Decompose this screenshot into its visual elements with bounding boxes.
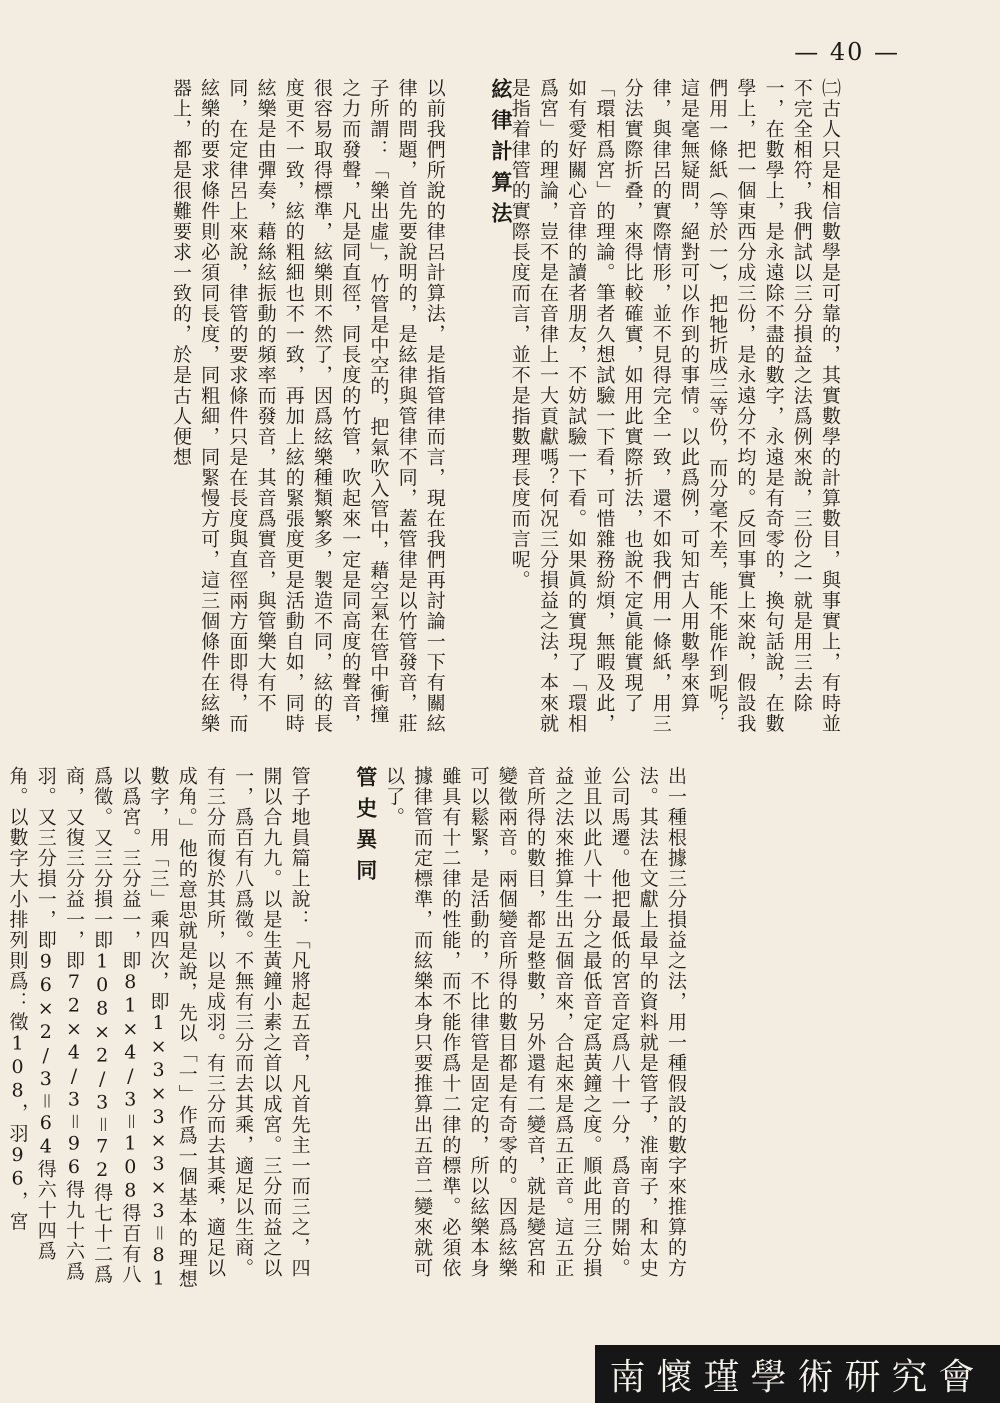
section-heading-guan-shi: 管史異同 — [353, 766, 379, 890]
paragraph-numerical-reality: ㈡古人只是相信數學是可靠的，其實數學的計算數目，與事實上，有時並不完全相符，我們試以三分損益之法爲例來說，三份之一就是用三去除一，在數學上，是永遠除不盡的數字，永遠是有奇零的，換句話說，在數學上，把一個東西分成三份，是永遠分不均的。反回事實上來說，假設我們用一條紙（等於一），把牠折成三等份，而分毫不差，能不能作到呢？這是毫無疑問，絕對可以作到的事情。以此爲例，可知古人用數學來算律，與律呂的實際情形，並不見得完全一致，還不如我們用一條紙，用三分法實際折叠，來得比較確實，如用此實際折法，也說不定眞能實現了「環相爲宮」的理論。筆者久想試驗一下看，可惜雜務紛煩，無暇及此，如有愛好關心音律的讀者朋友，不妨試驗一下看。如果眞的實現了「環相爲宮」的理論，豈不是在音律上一大貢獻嗎？何况三分損益之法，本來就是指着律管的實際長度而言，並不是指數理長度而言呢。 — [508, 78, 841, 734]
paragraph-string-temperament: 以前我們所說的律呂計算法，是指管律而言，現在我們再討論一下有關絃律的問題，首先要說明的，是絃律與管律不同，蓋管律是以竹管發音，莊子所謂：「樂出虛」，竹管是中空的，把氣吹入管中，藉空氣在管中衝撞之力而發聲，凡是同直徑，同長度的竹管，吹起來一定是同高度的聲音，很容易取得標準，絃樂則不然了，因爲絃樂種類繁多，製造不同，絃的長度更不一致，絃的粗細也不一致，再加上絃的緊張度更是活動自如，同時絃樂是由彈奏，藉絲絃振動的頻率而發音，其音爲實音，與管樂大有不同，在定律呂上來說，律管的要求條件只是在長度與直徑兩方面即得，而絃樂的要求條件則必須同長度，同粗細，同緊慢方可，這三個條件在絃樂器上，都是很難要求一致的，於是古人便想 — [169, 78, 446, 734]
paragraph-continuation: 出一種根據三分損益之法，用一種假設的數字來推算的方法。其法在文獻上最早的資料就是管子，淮南子，和太史公司馬遷。他把最低的宮音定爲八十一分，爲音的開始。並且以此八十一分之最低音定爲黃鐘之度。順此用三分損益之法來推算生出五個音來，合起來是爲五正音。這五正音所得的數目，都是整數，另外還有二變音，就是變宮和變徵兩音。兩個變音所得的數目都是有奇零的。因爲絃樂可以鬆緊，是活動的，不比律管是固定的，所以絃樂本身雖具有十二律的性能，而不能作爲十二律的標準。必須依據律管而定標準，而絃樂本身只要推算出五音二變來就可以了。 — [382, 766, 687, 1279]
text-block-top-left — [135, 78, 515, 738]
page-number: — 40 — — [794, 38, 900, 66]
publisher-seal-banner: 南懷瑾學術研究會 — [595, 1345, 1000, 1403]
paragraph-guanzi-diyuan: 管子地員篇上說：「凡將起五音，凡首先主一而三之，四開以合九九。以是生黃鐘小素之首以成宮。三分而益之以一，爲百有八爲徵。不無有三分而去其乘，適足以生商。有三分而復於其所，以是成羽。有三分而去其乘，適足以成角。」他的意思就是說，先以「一」作爲一個基本的理想數字，用「三」乘四次，即1×3×3×3×3＝81以爲宮。三分益一，即81×4/3＝108得百有八爲徵。又三分損一即108×2/3＝72得七十二爲商，又復三分益一，即72×4/3＝96得九十六爲羽。又三分損一，即96×2/3＝64得六十四爲角。以數字大小排列則爲：徵108，羽96，宮 — [6, 766, 311, 1291]
text-block-bottom — [6, 766, 690, 1296]
section-heading-string-temperament: 絃律計算法 — [489, 78, 514, 233]
text-block-top-right — [492, 78, 882, 744]
